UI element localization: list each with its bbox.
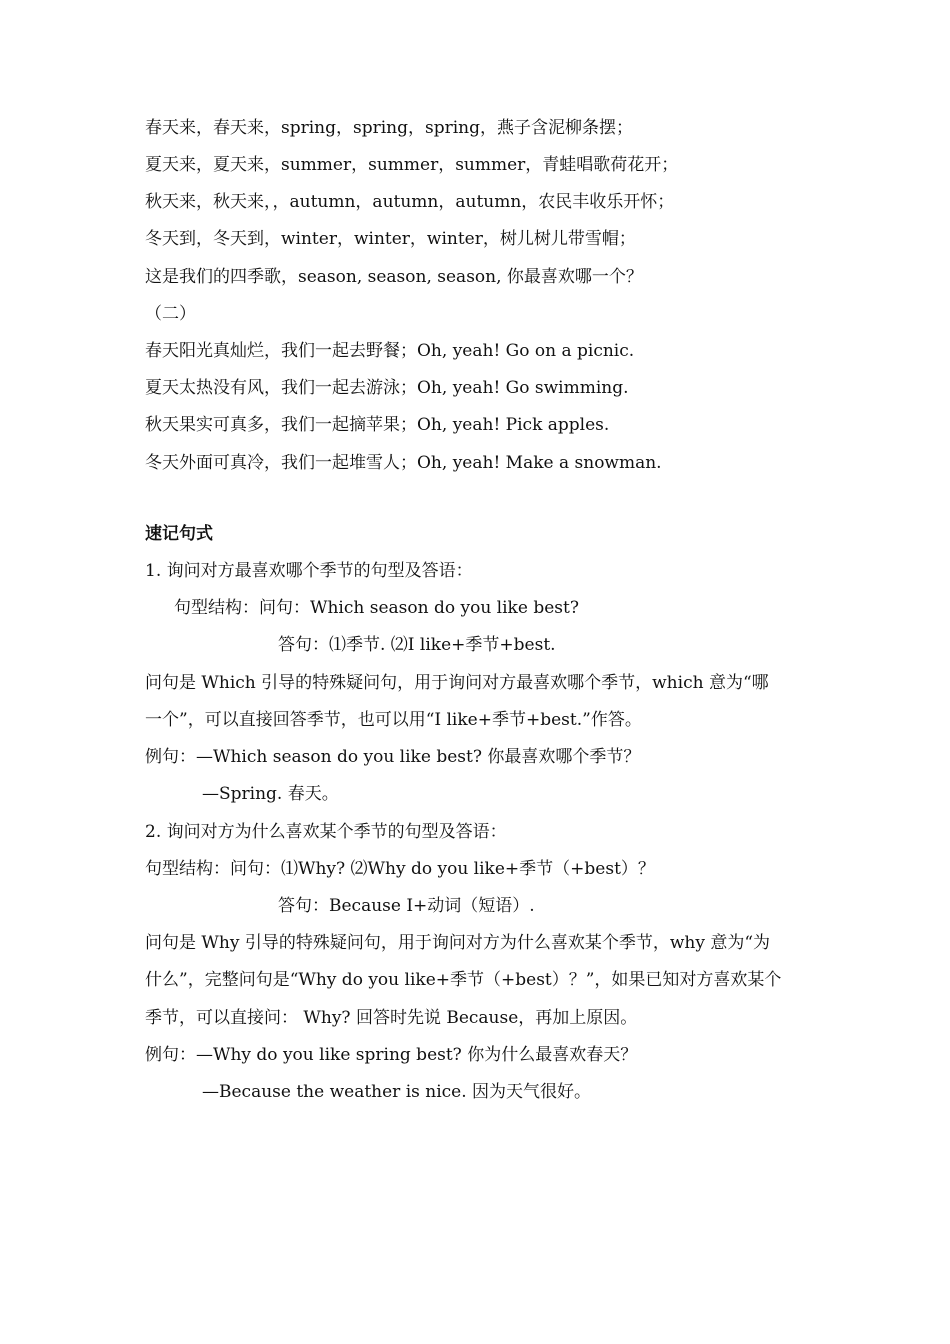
- song2-line-winter: 冬天外面可真冷，我们一起堆雪人；Oh, yeah! Make a snowman.: [145, 453, 662, 473]
- point1-structure-question: 句型结构：问句：Which season do you like best?: [174, 598, 579, 618]
- song-line-seasons: 这是我们的四季歌，season, season, season, 你最喜欢哪一个？: [145, 267, 643, 287]
- point2-example-question: 例句：—Why do you like spring best? 你为什么最喜欢春天？: [145, 1045, 638, 1065]
- point2-title: 2. 询问对方为什么喜欢某个季节的句型及答语：: [145, 822, 507, 842]
- point2-explain-line1: 问句是 Why 引导的特殊疑问句，用于询问对方为什么喜欢某个季节，why 意为“为: [145, 933, 771, 953]
- point2-explain-line3: 季节，可以直接问： Why? 回答时先说 Because，再加上原因。: [145, 1008, 638, 1028]
- song2-line-autumn: 秋天果实可真多，我们一起摘苹果；Oh, yeah! Pick apples.: [145, 415, 610, 435]
- point1-explain-line2: 一个”，可以直接回答季节，也可以用“I like+季节+best.”作答。: [145, 710, 642, 730]
- song-line-summer: 夏天来，夏天来，summer，summer，summer，青蛙唱歌荷花开；: [145, 155, 679, 175]
- song-part2-label: （二）: [145, 304, 196, 324]
- section-title: 速记句式: [145, 524, 213, 544]
- point1-example-question: 例句：—Which season do you like best? 你最喜欢哪个季节？: [145, 747, 641, 767]
- song-line-autumn: 秋天来，秋天来，，autumn，autumn，autumn，农民丰收乐开怀；: [145, 192, 675, 212]
- song-line-spring: 春天来，春天来，spring，spring，spring，燕子含泥柳条摆；: [145, 118, 634, 138]
- point2-structure-question: 句型结构：问句：⑴Why? ⑵Why do you like+季节（+best）？: [145, 859, 655, 879]
- point1-structure-answer: 答句：⑴季节. ⑵I like+季节+best.: [278, 635, 556, 655]
- song2-line-summer: 夏天太热没有风，我们一起去游泳；Oh, yeah! Go swimming.: [145, 378, 629, 398]
- point2-structure-answer: 答句：Because I+动词（短语）.: [278, 896, 535, 916]
- song2-line-spring: 春天阳光真灿烂，我们一起去野餐；Oh, yeah! Go on a picnic.: [145, 341, 635, 361]
- song-line-winter: 冬天到，冬天到，winter，winter，winter，树儿树儿带雪帽；: [145, 229, 636, 249]
- point1-example-answer: —Spring. 春天。: [202, 784, 339, 804]
- point2-example-answer: —Because the weather is nice. 因为天气很好。: [202, 1082, 592, 1102]
- point2-explain-line2: 什么”，完整问句是“Why do you like+季节（+best）？”，如果已知对方喜欢某个: [145, 970, 782, 990]
- point1-explain-line1: 问句是 Which 引导的特殊疑问句，用于询问对方最喜欢哪个季节，which 意为“哪: [145, 673, 769, 693]
- point1-title: 1. 询问对方最喜欢哪个季节的句型及答语：: [145, 561, 473, 581]
